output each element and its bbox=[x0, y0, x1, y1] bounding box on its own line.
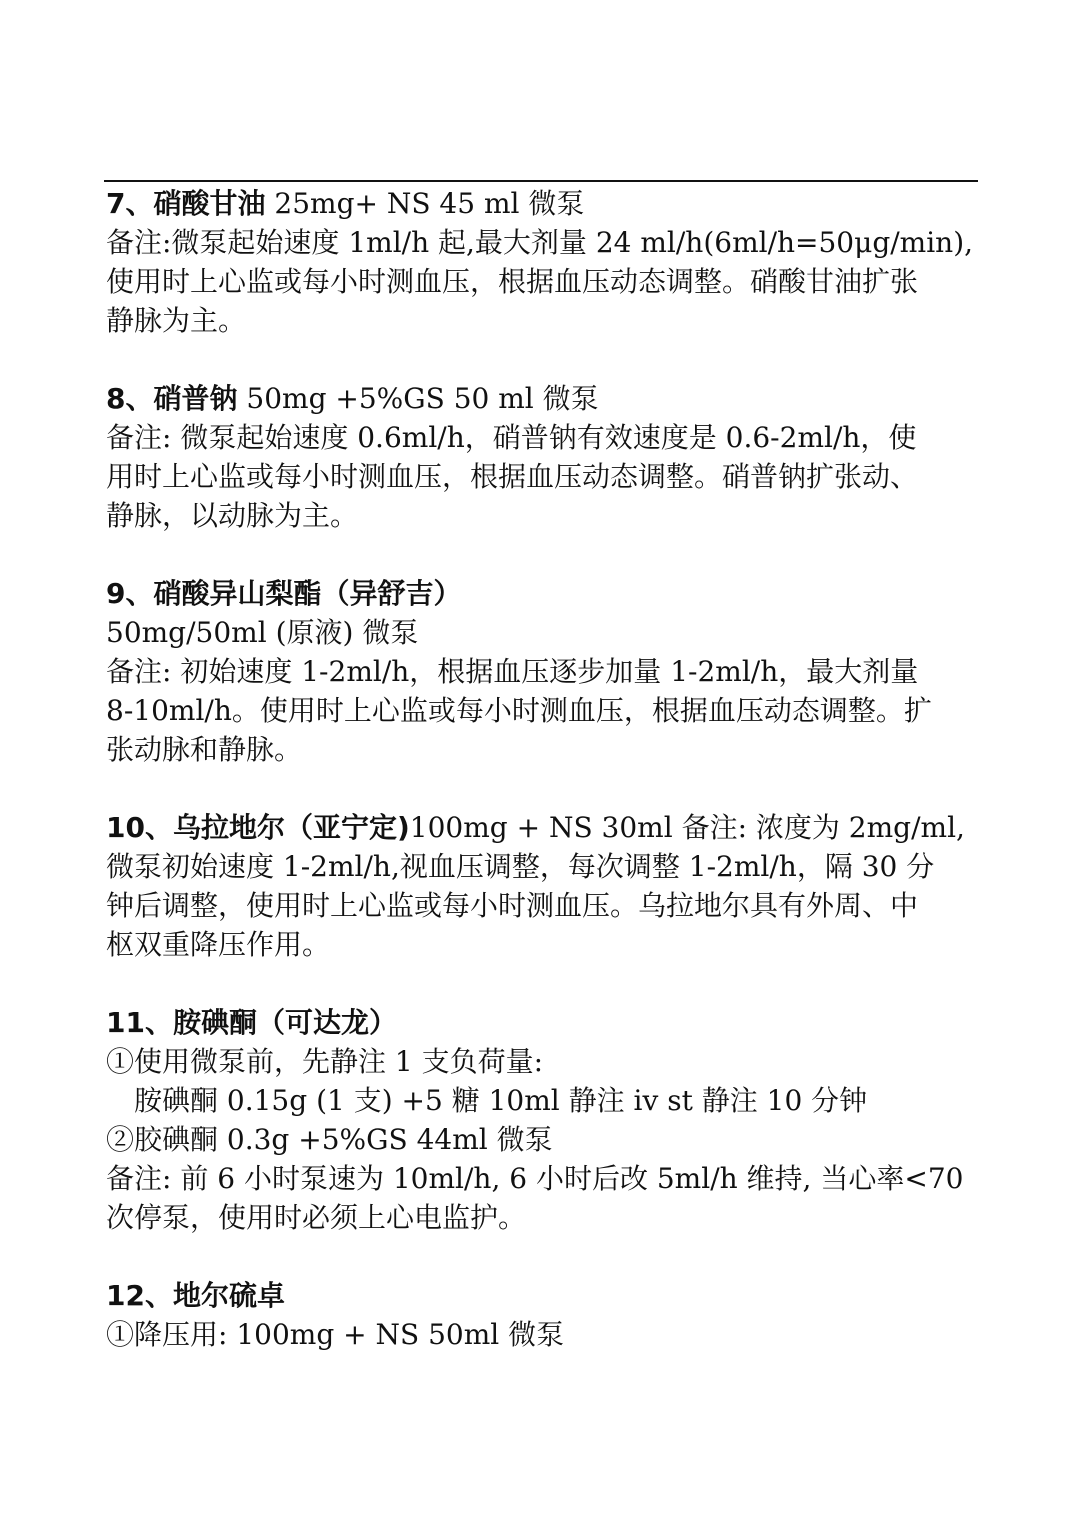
section-12-title: 12、地尔硫卓 bbox=[106, 1279, 285, 1312]
document-body bbox=[106, 184, 986, 1354]
section-11-line: 胺碘酮 0.15g (1 支) +5 糖 10ml 静注 iv st 静注 10 分钟 bbox=[134, 1084, 868, 1117]
section-7-note-line: 静脉为主。 bbox=[106, 304, 247, 337]
section-8-dose: 50mg +5%GS 50 ml 微泵 bbox=[237, 382, 599, 415]
section-7-heading bbox=[106, 184, 986, 223]
section-8-note-line: 备注: 微泵起始速度 0.6ml/h，硝普钠有效速度是 0.6-2ml/h，使 bbox=[106, 421, 917, 454]
section-9-note-line: 备注: 初始速度 1-2ml/h，根据血压逐步加量 1-2ml/h，最大剂量 bbox=[106, 655, 919, 688]
section-gap bbox=[106, 340, 986, 379]
section-8-note-line: 用时上心监或每小时测血压，根据血压动态调整。硝普钠扩张动、 bbox=[106, 460, 919, 493]
section-12-line: ①降压用: 100mg + NS 50ml 微泵 bbox=[106, 1318, 565, 1351]
section-11-line: 备注: 前 6 小时泵速为 10ml/h, 6 小时后改 5ml/h 维持, 当心率<70 bbox=[106, 1162, 964, 1195]
section-7-note-line: 备注:微泵起始速度 1ml/h 起,最大剂量 24 ml/h(6ml/h=50μg/min), bbox=[106, 226, 974, 259]
section-10-note-line: 微泵初始速度 1-2ml/h,视血压调整，每次调整 1-2ml/h，隔 30 分 bbox=[106, 850, 935, 883]
section-9-note-line: 8-10ml/h。使用时上心监或每小时测血压，根据血压动态调整。扩 bbox=[106, 694, 932, 727]
section-gap bbox=[106, 769, 986, 808]
section-gap bbox=[106, 964, 986, 1003]
section-10-note-line: 钟后调整，使用时上心监或每小时测血压。乌拉地尔具有外周、中 bbox=[106, 889, 919, 922]
section-8-title: 8、硝普钠 bbox=[106, 382, 238, 415]
section-10-heading bbox=[106, 808, 986, 847]
section-11-line: 次停泵，使用时必须上心电监护。 bbox=[106, 1201, 527, 1234]
section-11-line: ①使用微泵前，先静注 1 支负荷量: bbox=[106, 1045, 544, 1078]
section-9-dose: 50mg/50ml (原液) 微泵 bbox=[106, 616, 419, 649]
section-8-heading bbox=[106, 379, 986, 418]
section-9-title: 9、硝酸异山梨酯（异舒吉） bbox=[106, 577, 462, 610]
section-7-title: 7、硝酸甘油 bbox=[106, 187, 266, 220]
section-9-note-line: 张动脉和静脉。 bbox=[106, 733, 303, 766]
section-10-dose: 100mg + NS 30ml 备注: 浓度为 2mg/ml, bbox=[409, 811, 965, 844]
section-gap bbox=[106, 1237, 986, 1276]
section-8-note-line: 静脉，以动脉为主。 bbox=[106, 499, 359, 532]
section-11-line: ②胶碘酮 0.3g +5%GS 44ml 微泵 bbox=[106, 1123, 553, 1156]
section-gap bbox=[106, 535, 986, 574]
section-10-title: 10、乌拉地尔（亚宁定) bbox=[106, 811, 410, 844]
section-10-note-line: 枢双重降压作用。 bbox=[106, 928, 331, 961]
section-11-title: 11、胺碘酮（可达龙） bbox=[106, 1006, 397, 1039]
section-7-note-line: 使用时上心监或每小时测血压，根据血压动态调整。硝酸甘油扩张 bbox=[106, 265, 919, 298]
top-rule bbox=[104, 180, 978, 182]
section-7-dose: 25mg+ NS 45 ml 微泵 bbox=[265, 187, 585, 220]
